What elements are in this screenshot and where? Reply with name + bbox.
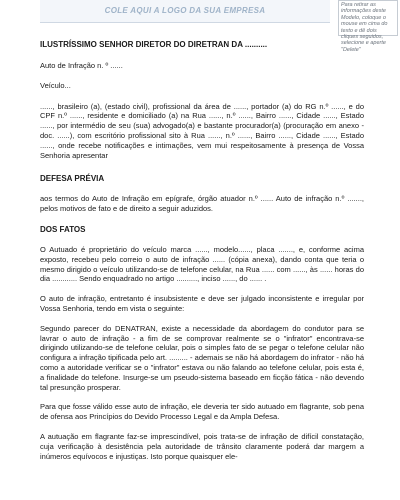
document-title: ILUSTRÍSSIMO SENHOR DIRETOR DO DIRETRAN DA .......... [40,40,268,49]
facts-paragraph-3: Segundo parecer do DENATRAN, existe a necessidade da abordagem do condutor para se lavrar o auto de infração - a fim de se comprovar realmente se o "infrator" encontrava-se dirigindo utilizando-se de telefone celular, pois o simples fato de se pegar o telefone celular não configura a infração tipificada pelo art. ......... - ademais se não há abordagem do infrator - não há como a autoridade verificar se o "infrator" estava ou não falando ao telefone celular, pois esta é, a finalidade do telefone. Insurge-se um pseudo-sistema baseado em ficção fática - não devendo tal presunção prosperar. [40,323,364,392]
logo-placeholder-text: COLE AQUI A LOGO DA SUA EMPRESA [104,6,266,15]
section-heading-defesa: DEFESA PRÉVIA [40,174,105,184]
facts-paragraph-2: O auto de infração, entretanto é insubsistente e deve ser julgado inconsistente e irregular por Vossa Senhoria, tendo em vista o seguinte: [40,294,364,313]
intro-paragraph: ......, brasileiro (a), (estado civil), profissional da área de ......, portador (a) do RG n.º ......, e do CPF n.º ......, residente e domiciliado (a) na Rua ......, n.º ......, Bairro ......, Cidade ......, Estado ......, por intermédio de seu (sua) advogado(a) e bastante procurador(a) (procuração em anexo - doc. ......), com escritório profissional sito à Rua ......, n.º ......, Bairro ......, Cidade ......, Estado ......, onde recebe notificações e intimações, vem mui respeitosamente à presença de Vossa Senhoria apresentar [40,101,364,160]
facts-paragraph-4: Para que fosse válido esse auto de infração, ele deveria ter sido autuado em flagrante, sob pena de ofensa aos Princípios do Devido Processo Legal e da Ampla Defesa. [40,402,364,422]
document-body [40,40,364,461]
logo-placeholder[interactable] [40,0,330,23]
auto-line: Auto de Infração n. º ...... [40,61,123,70]
section-heading-fatos: DOS FATOS [40,224,86,234]
defesa-paragraph: aos termos do Auto de Infração em epígrafe, órgão atuador n.º ...... Auto de infração n.º ......., pelos motivos de fato e de direito a seguir aduzidos. [40,194,364,214]
instruction-note: Para retirar as informações deste Modelo, coloque o mouse em cima do texto e dê dois cliques seguidos, selecione e aperte "Delete" [338,0,398,36]
facts-paragraph-5: A autuação em flagrante faz-se imprescindível, pois trata-se de infração de difícil constatação, cuja verificação à desistência pela autoridade de trânsito claramente poderá dar margem a inúmeros equívocos e injustiças. Isto porque quaisquer ele- [40,431,364,461]
vehicle-line: Veículo... [40,80,71,90]
facts-paragraph-1: O Autuado é proprietário do veículo marca ......, modelo......, placa ......., e, conforme acima exposto, recebeu pelo correio o auto de infração ...... (cópia anexa), dando conta que teria o mesmo dirigido o veículo utilizando-se de telefone celular, na Rua ...... com ......, às ...... horas do dia ............ Sendo enquadrado no artigo .........., inciso ......, do ...... . [40,244,364,284]
